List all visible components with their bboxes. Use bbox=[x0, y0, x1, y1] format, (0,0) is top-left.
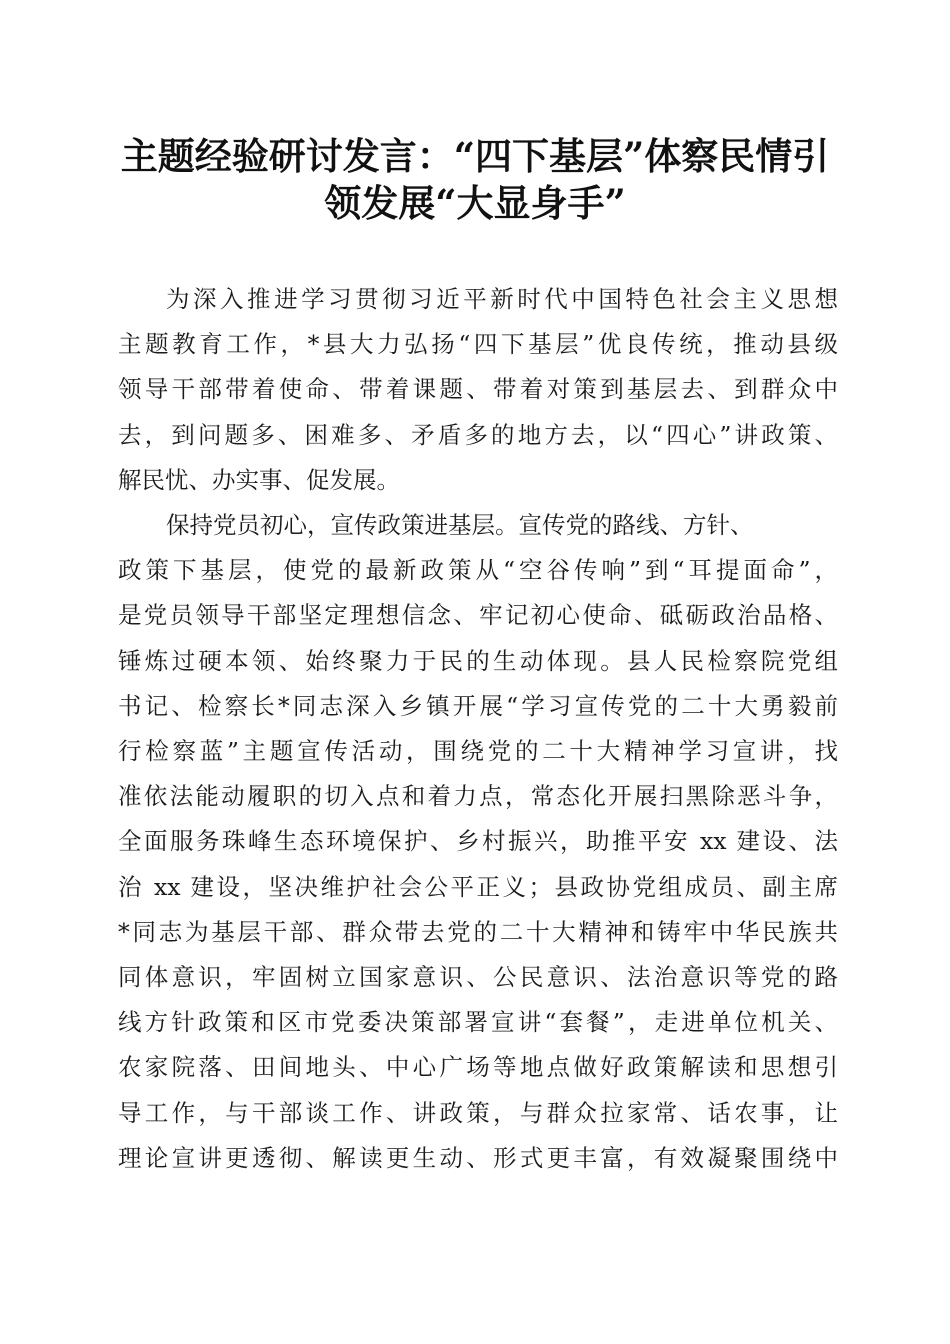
text-line: 线方针政策和区市党委决策部署宣讲“套餐”，走进单位机关、 bbox=[118, 1008, 838, 1037]
paragraph-2 bbox=[118, 503, 838, 1181]
text-line: 农家院落、田间地头、中心广场等地点做好政策解读和思想引 bbox=[118, 1053, 838, 1082]
text-line: 是党员领导干部坚定理想信念、牢记初心使命、砥砺政治品格、 bbox=[118, 601, 838, 630]
document-title bbox=[100, 133, 850, 227]
text-line: 为深入推进学习贯彻习近平新时代中国特色社会主义思想 bbox=[166, 285, 838, 313]
title-line-2: 领发展“大显身手” bbox=[324, 181, 626, 225]
text-line: 治 xx 建设，坚决维护社会公平正义；县政协党组成员、副主席 bbox=[118, 872, 838, 901]
text-line: 锤炼过硬本领、始终聚力于民的生动体现。县人民检察院党组 bbox=[118, 646, 838, 675]
document-body bbox=[118, 277, 838, 1181]
text-line: 保持党员初心，宣传政策进基层。宣传党的路线、方针、 bbox=[166, 511, 754, 540]
text-line: 同体意识，牢固树立国家意识、公民意识、法治意识等党的路 bbox=[118, 963, 838, 992]
text-line: 理论宣讲更透彻、解读更生动、形式更丰富，有效凝聚围绕中 bbox=[118, 1143, 838, 1172]
text-line: *同志为基层干部、群众带去党的二十大精神和铸牢中华民族共 bbox=[118, 917, 838, 946]
text-line: 行检察蓝”主题宣传活动，围绕党的二十大精神学习宣讲，找 bbox=[118, 737, 838, 766]
text-line: 主题教育工作，*县大力弘扬“四下基层”优良传统，推动县级 bbox=[118, 330, 838, 359]
text-line: 领导干部带着使命、带着课题、带着对策到基层去、到群众中 bbox=[118, 375, 838, 404]
text-line: 全面服务珠峰生态环境保护、乡村振兴，助推平安 xx 建设、法 bbox=[118, 827, 838, 856]
text-line: 政策下基层，使党的最新政策从“空谷传响”到“耳提面命”， bbox=[118, 556, 838, 585]
text-line: 准依法能动履职的切入点和着力点，常态化开展扫黑除恶斗争， bbox=[118, 782, 838, 811]
text-line: 书记、检察长*同志深入乡镇开展“学习宣传党的二十大勇毅前 bbox=[118, 691, 838, 720]
text-line: 去，到问题多、困难多、矛盾多的地方去，以“四心”讲政策、 bbox=[118, 420, 838, 449]
title-line-1: 主题经验研讨发言：“四下基层”体察民情引 bbox=[120, 134, 830, 178]
text-line: 导工作，与干部谈工作、讲政策，与群众拉家常、话农事，让 bbox=[118, 1098, 838, 1127]
text-line: 解民忧、办实事、促发展。 bbox=[118, 465, 400, 494]
paragraph-1 bbox=[118, 277, 838, 503]
